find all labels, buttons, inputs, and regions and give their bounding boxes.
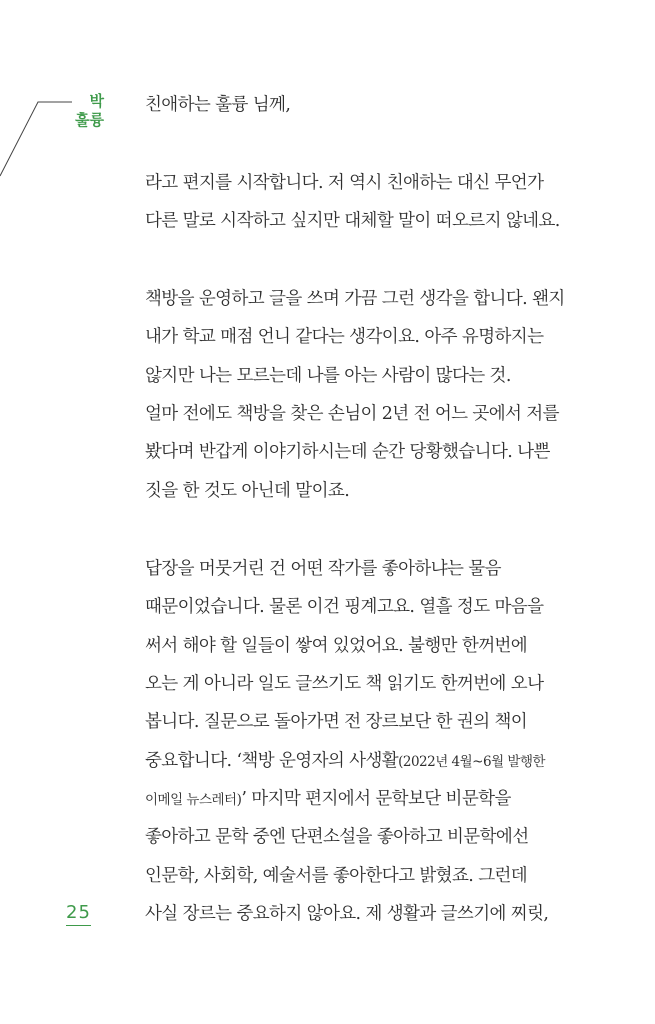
text-line: 친애하는 훌륭 님께, <box>145 95 291 115</box>
text-line <box>145 787 511 812</box>
author-given-name: 훌륭 <box>75 111 104 129</box>
text-line: 다른 말로 시작하고 싶지만 대체할 말이 떠오르지 않네요. <box>145 211 560 231</box>
text-line: 답장을 머뭇거린 건 어떤 작가를 좋아하냐는 물음 <box>145 559 501 579</box>
text-segment-small: (2022년 4월~6월 발행한 <box>398 754 546 770</box>
author-surname: 박 <box>89 92 104 110</box>
author-name <box>64 92 104 130</box>
text-segment: ’ 마지막 편지에서 문학보단 비문학을 <box>241 789 511 809</box>
text-line: 오는 게 아니라 일도 글쓰기도 책 읽기도 한꺼번에 오나 <box>145 674 544 694</box>
text-line: 책방을 운영하고 글을 쓰며 가끔 그런 생각을 합니다. 왠지 <box>145 289 565 309</box>
page-number: 25 <box>66 902 91 926</box>
text-line: 인문학, 사회학, 예술서를 좋아한다고 밝혔죠. 그런데 <box>145 866 528 886</box>
text-segment-small: 이메일 뉴스레터) <box>145 792 242 808</box>
text-line: 사실 장르는 중요하지 않아요. 제 생활과 글쓰기에 찌릿, <box>145 904 549 924</box>
text-line: 봤다며 반갑게 이야기하시는데 순간 당황했습니다. 나쁜 <box>145 442 550 462</box>
text-line: 때문이었습니다. 물론 이건 핑계고요. 열흘 정도 마음을 <box>145 597 544 617</box>
text-segment: 중요합니다. ‘책방 운영자의 사생활 <box>145 751 399 771</box>
text-line: 않지만 나는 모르는데 나를 아는 사람이 많다는 것. <box>145 366 511 386</box>
text-line: 좋아하고 문학 중엔 단편소설을 좋아하고 비문학에선 <box>145 827 529 847</box>
text-line: 짓을 한 것도 아닌데 말이죠. <box>145 481 350 501</box>
text-line: 봅니다. 질문으로 돌아가면 전 장르보단 한 권의 책이 <box>145 712 528 732</box>
text-line: 라고 편지를 시작합니다. 저 역시 친애하는 대신 무언가 <box>145 173 544 193</box>
text-line: 얼마 전에도 책방을 찾은 손님이 2년 전 어느 곳에서 저를 <box>145 404 559 424</box>
text-line: 내가 학교 매점 언니 같다는 생각이요. 아주 유명하지는 <box>145 327 544 347</box>
text-line <box>145 749 545 774</box>
text-line: 써서 해야 할 일들이 쌓여 있었어요. 불행만 한꺼번에 <box>145 636 528 656</box>
